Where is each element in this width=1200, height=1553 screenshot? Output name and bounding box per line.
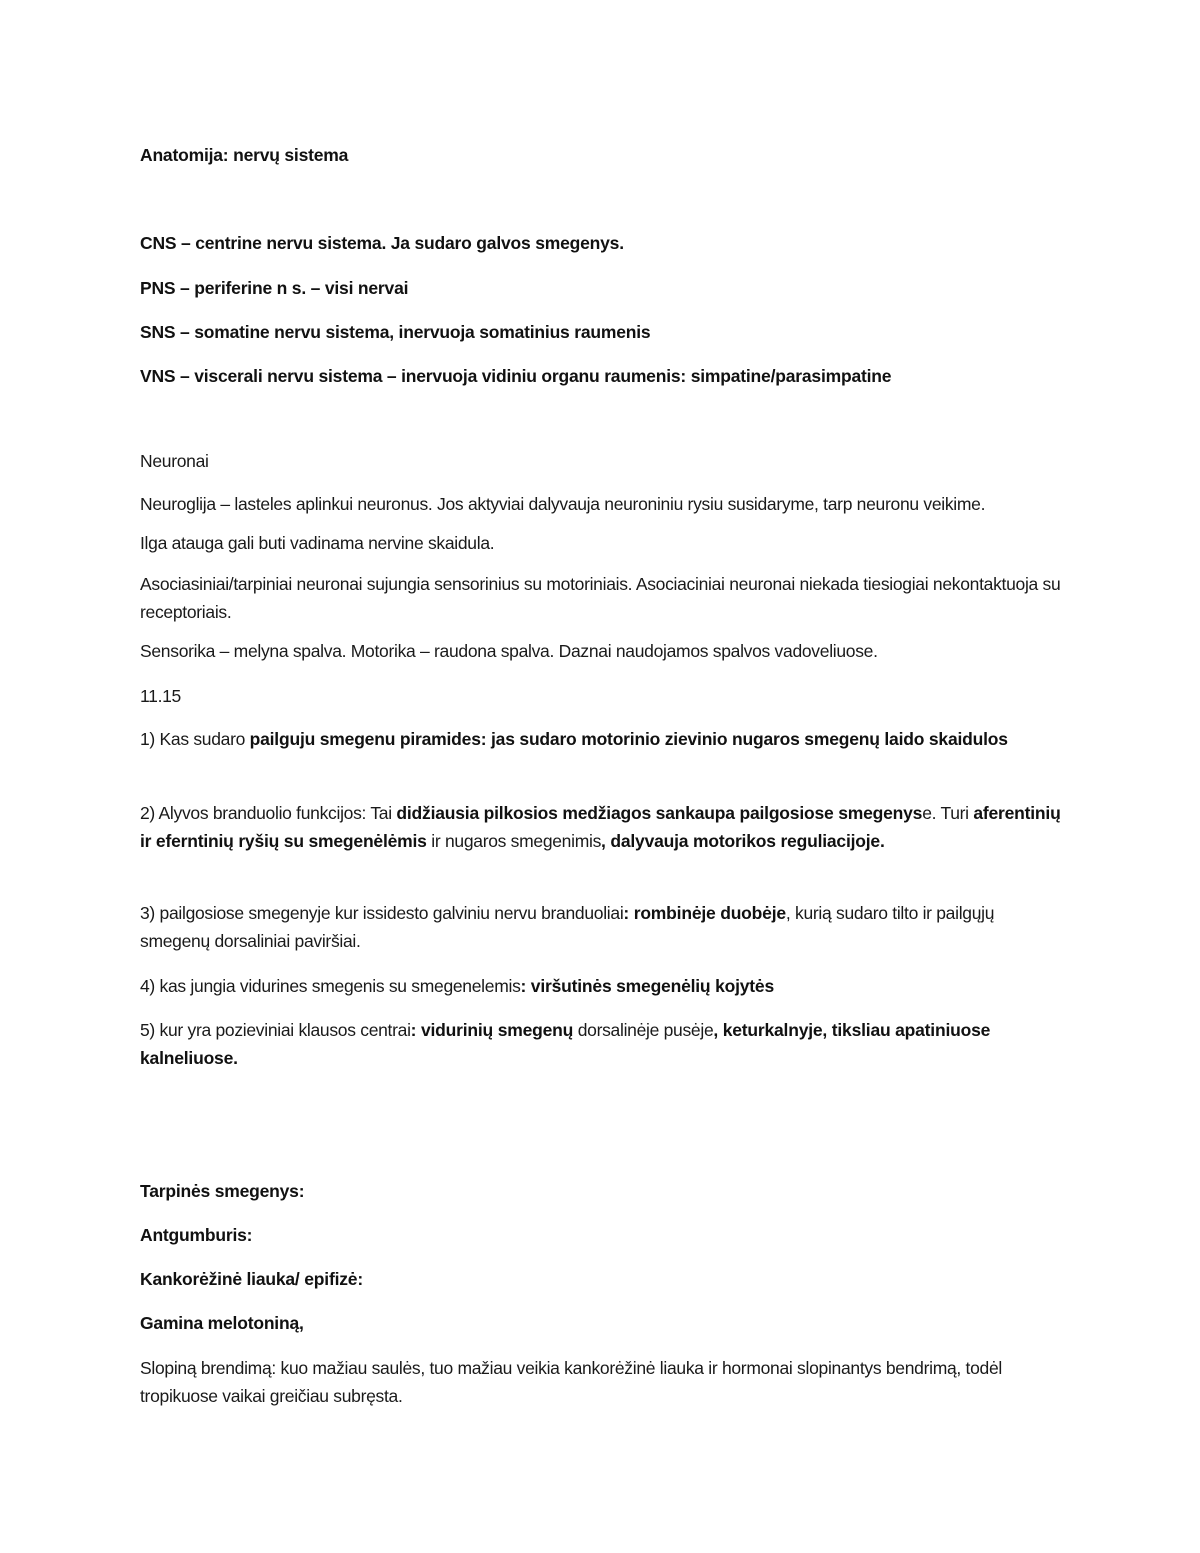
- paragraph-nerve-fiber: Ilga atauga gali buti vadinama nervine skaidula.: [140, 533, 495, 553]
- question-5-text: 5) kur yra pozieviniai klausos centrai: [140, 1020, 411, 1040]
- definition-pns: PNS – periferine n s. – visi nervai: [140, 278, 409, 298]
- question-4-text: 4) kas jungia vidurines smegenis su smegenelemis: [140, 976, 521, 996]
- heading-epithalamus: Antgumburis:: [140, 1225, 253, 1245]
- question-5-answer-part2: , keturkalnyje, tiksliau apatiniuose kalneliuose.: [140, 1020, 991, 1068]
- question-2-answer-part3: , dalyvauja motorikos reguliacijoje.: [601, 831, 885, 851]
- question-5-text-part2: dorsalinėje pusėje: [573, 1020, 714, 1040]
- heading-melatonin: Gamina melotoniną,: [140, 1313, 304, 1333]
- document-title: Anatomija: nervų sistema: [140, 145, 349, 165]
- question-2-text: 2) Alyvos branduolio funkcijos: Tai: [140, 803, 397, 823]
- paragraph-colors: Sensorika – melyna spalva. Motorika – raudona spalva. Daznai naudojamos spalvos vadoveliuose.: [140, 641, 878, 661]
- heading-diencephalon: Tarpinės smegenys:: [140, 1181, 305, 1201]
- question-4-answer: : viršutinės smegenėlių kojytės: [520, 976, 774, 996]
- question-3-answer: : rombinėje duobėje: [623, 903, 786, 923]
- paragraph-neuroglia: Neuroglija – lasteles aplinkui neuronus. Jos aktyviai dalyvauja neuroniniu rysiu susidaryme, tarp neuronu veikime.: [140, 494, 986, 514]
- paragraph-puberty: Slopiną brendimą: kuo mažiau saulės, tuo mažiau veikia kankorėžinė liauka ir hormonai slopinantys bendrimą, todėl tropikuose vaikai greičiau subręsta.: [140, 1358, 1003, 1406]
- question-3-text-part2: , kurią sudaro tilto ir pailgųjų smegenų dorsaliniai paviršiai.: [140, 903, 995, 951]
- question-1-text: 1) Kas sudaro: [140, 729, 250, 749]
- question-1-answer: pailguju smegenu piramides: jas sudaro motorinio zievinio nugaros smegenų laido skaidulos: [249, 729, 1008, 749]
- question-3-text: 3) pailgosiose smegenyje kur issidesto galviniu nervu branduoliai: [140, 903, 624, 923]
- section-heading-neurons: Neuronai: [140, 451, 209, 471]
- definition-sns: SNS – somatine nervu sistema, inervuoja somatinius raumenis: [140, 322, 651, 342]
- question-2-answer-part2: aferentinių ir eferntinių ryšių su smegenėlėmis: [140, 803, 1061, 851]
- heading-pineal-gland: Kankorėžinė liauka/ epifizė:: [140, 1269, 363, 1289]
- question-5-answer-part1: : vidurinių smegenų: [410, 1020, 574, 1040]
- question-1: [140, 725, 1065, 753]
- definition-cns: CNS – centrine nervu sistema. Ja sudaro galvos smegenys.: [140, 233, 624, 253]
- question-5: [140, 1016, 1065, 1072]
- date-label: 11.15: [140, 686, 181, 706]
- question-2: [140, 799, 1065, 855]
- paragraph-association-neurons: Asociasiniai/tarpiniai neuronai sujungia sensorinius su motoriniais. Asociaciniai neuronai niekada tiesiogiai nekontaktuoja su receptoriais.: [140, 574, 1061, 622]
- question-2-answer-part1: didžiausia pilkosios medžiagos sankaupa pailgosiose smegenys: [396, 803, 923, 823]
- question-2-text-part2: e. Turi: [922, 803, 974, 823]
- question-3: [140, 899, 1065, 955]
- question-4: [140, 972, 1065, 1000]
- definition-vns: VNS – viscerali nervu sistema – inervuoja vidiniu organu raumenis: simpatine/parasimpatine: [140, 366, 892, 386]
- question-2-text-part3: ir nugaros smegenimis: [426, 831, 602, 851]
